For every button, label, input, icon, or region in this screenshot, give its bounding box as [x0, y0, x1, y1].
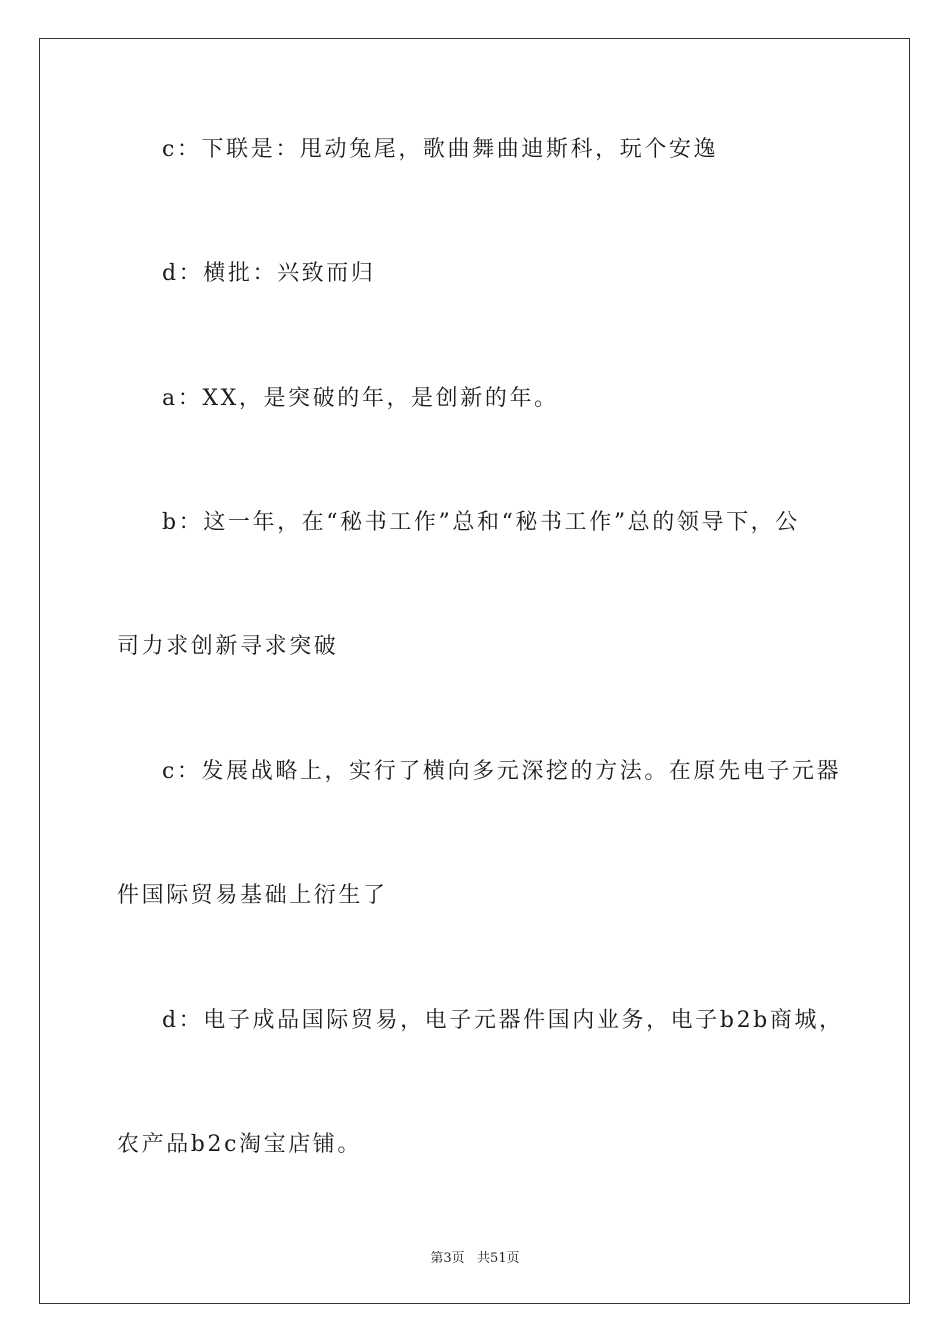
text-line-4: b：这一年，在“秘书工作”总和“秘书工作”总的领导下，公: [162, 510, 800, 535]
text-line-6: c：发展战略上，实行了横向多元深挖的方法。在原先电子元器: [162, 759, 842, 784]
text-line-9: 农产品b2c淘宝店铺。: [117, 1132, 363, 1157]
text-line-5: 司力求创新寻求突破: [117, 634, 339, 659]
page-number-footer: 第3页 共51页: [430, 1251, 520, 1266]
text-line-7: 件国际贸易基础上衍生了: [117, 883, 388, 908]
text-line-8: d：电子成品国际贸易，电子元器件国内业务，电子b2b商城，: [162, 1008, 844, 1033]
text-line-2: d：横批：兴致而归: [162, 261, 376, 286]
page-border: [39, 38, 910, 1304]
text-line-1: c：下联是：甩动兔尾，歌曲舞曲迪斯科，玩个安逸: [162, 137, 719, 162]
text-line-3: a：XX，是突破的年，是创新的年。: [162, 386, 559, 411]
